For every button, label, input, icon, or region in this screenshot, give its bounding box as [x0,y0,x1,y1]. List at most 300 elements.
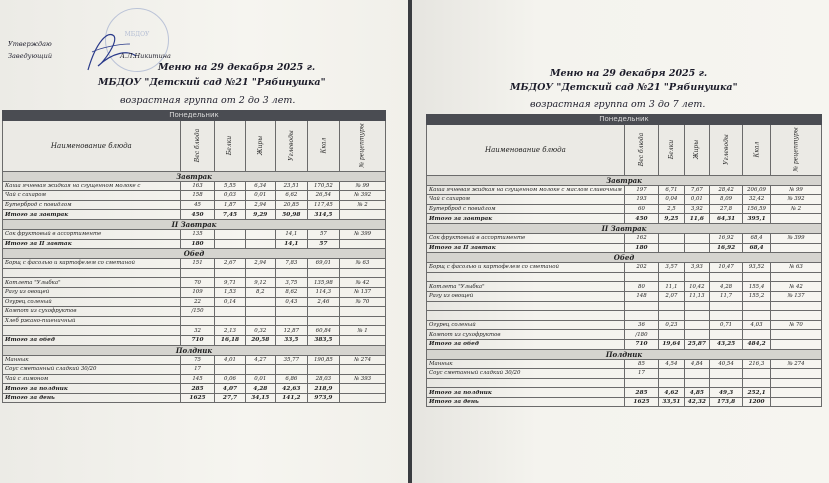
fat-cell [245,229,275,239]
fat-cell: 4,27 [245,355,275,365]
menu-title: Меню на 29 декабря 2025 г. [550,68,708,79]
weight-cell: 710 [624,339,658,349]
weight-cell: 197 [624,185,658,195]
recipe-cell: № 63 [770,263,821,273]
fat-cell: 0,01 [245,191,275,201]
weight-cell: 180 [180,239,215,249]
age-group: возрастная группа от 2 до 3 лет. [120,95,296,106]
recipe-cell: № 2 [340,200,386,210]
weight-cell: 1625 [180,393,215,403]
dish-row [3,316,386,326]
carbs-cell: 28,42 [710,185,743,195]
recipe-cell [340,393,386,403]
kcal-cell: 68,4 [743,243,771,253]
weight-cell: 180 [624,243,658,253]
dish-row [427,320,822,330]
weight-cell: 285 [624,388,658,398]
fat-cell: 11,6 [684,214,709,224]
day-name: Понедельник [3,111,386,121]
weight-cell: 285 [180,384,215,394]
kcal-cell: 216,3 [743,359,771,369]
protein-cell: 19,64 [659,339,684,349]
protein-cell: 4,01 [215,355,245,365]
dish-name: Компот из сухофруктов [3,307,181,317]
dish-row [427,378,822,388]
menu-table [426,114,822,407]
kcal-cell: 190,85 [307,355,339,365]
dish-row [427,263,822,273]
dish-name: Каша ячневая жидкая на сгущенном молоке с [3,181,181,191]
dish-row [3,181,386,191]
fat-cell: 9,12 [245,278,275,288]
empty-cell [710,311,743,321]
protein-cell: 3,57 [659,263,684,273]
empty-cell [743,272,771,282]
weight-cell: 45 [180,200,215,210]
dish-row [3,374,386,384]
recipe-cell [340,307,386,317]
fat-cell [684,330,709,340]
fat-cell [245,307,275,317]
empty-cell [3,268,181,278]
dish-name: Котлета "Улыбка" [427,282,625,292]
weight-cell: 145 [180,374,215,384]
empty-cell [624,311,658,321]
protein-cell: 0,04 [659,195,684,205]
empty-cell [275,268,307,278]
carbs-cell [710,330,743,340]
dish-name: Итого за день [427,397,625,407]
protein-cell [215,229,245,239]
dish-row [3,268,386,278]
right-menu-page [412,0,829,483]
protein-cell: 4,07 [215,384,245,394]
protein-cell: 16,18 [215,335,245,345]
kcal-cell: 156,59 [743,204,771,214]
protein-cell: 1,53 [215,287,245,297]
fat-cell: 0,32 [245,326,275,336]
recipe-cell [340,239,386,249]
recipe-cell: № 274 [340,355,386,365]
weight-cell: /150 [180,307,215,317]
empty-cell [710,378,743,388]
carbs-cell: 35,77 [275,355,307,365]
dish-name [3,326,181,336]
recipe-cell: № 399 [340,229,386,239]
carbs-cell: 23,51 [275,181,307,191]
section-title: Обед [3,249,386,259]
carbs-cell: 43,25 [710,339,743,349]
protein-cell: 9,71 [215,278,245,288]
empty-cell [659,311,684,321]
recipe-cell: № 42 [340,278,386,288]
dish-row [427,195,822,205]
kcal-cell: 135,98 [307,278,339,288]
dish-row [3,191,386,201]
dish-row [427,369,822,379]
dish-name: Котлета "Улыбка" [3,278,181,288]
carbs-cell: 7,83 [275,259,307,269]
fat-cell: 7,67 [684,185,709,195]
kcal-header [743,124,771,175]
recipe-cell [770,330,821,340]
weight-cell: 450 [180,210,215,220]
fat-cell [684,369,709,379]
protein-cell: 0,14 [215,297,245,307]
dish-name: Сок фруктовый в ассортименте [427,233,625,243]
fat-cell [684,320,709,330]
carbs-cell: 3,75 [275,278,307,288]
empty-cell [307,268,339,278]
kcal-cell: 93,52 [743,263,771,273]
carbs-cell: 42,63 [275,384,307,394]
weight-cell: 163 [180,181,215,191]
day-bar [427,115,822,125]
recipe-header [770,124,821,175]
section-row [427,175,822,185]
dish-name: Бутерброд с повидлом [427,204,625,214]
header-row [427,124,822,175]
protein-cell [659,330,684,340]
kcal-cell: 395,1 [743,214,771,224]
fat-cell: 10,42 [684,282,709,292]
dish-row [427,330,822,340]
fat-header-text: Жиры [256,135,264,156]
weight-cell: 450 [624,214,658,224]
carbs-cell: 173,8 [710,397,743,407]
empty-cell [427,301,625,311]
recipe-cell: № 63 [340,259,386,269]
empty-cell [770,272,821,282]
kcal-cell: 68,4 [743,233,771,243]
weight-cell: 162 [624,233,658,243]
recipe-cell [770,388,821,398]
dish-row [427,233,822,243]
left-menu-page [0,0,410,483]
weight-cell: 710 [180,335,215,345]
dish-name: Соус сметанный сладкий 30/20 [3,365,181,375]
section-title: II Завтрак [3,219,386,229]
weight-cell: 148 [624,291,658,301]
fat-cell: 4,85 [684,388,709,398]
weight-cell: 158 [180,191,215,201]
fat-cell [245,365,275,375]
total-row [427,214,822,224]
protein-header-text: Белки [667,139,675,160]
recipe-cell: № 137 [340,287,386,297]
protein-header [659,124,684,175]
approval-line-1: Утверждаю [8,40,52,48]
empty-cell [427,272,625,282]
kcal-cell: 69,01 [307,259,339,269]
carbs-cell [710,369,743,379]
section-title: Завтрак [3,171,386,181]
recipe-cell [770,243,821,253]
dish-row [427,282,822,292]
recipe-cell: № 393 [340,374,386,384]
weight-cell: 60 [624,204,658,214]
dish-row [3,287,386,297]
weight-header [624,124,658,175]
kcal-cell: 206,09 [743,185,771,195]
weight-cell: 75 [180,355,215,365]
weight-cell: 85 [624,359,658,369]
recipe-header [340,120,386,171]
carbs-cell: 0,43 [275,297,307,307]
carbs-cell [275,316,307,326]
protein-cell [659,243,684,253]
fat-header [684,124,709,175]
fat-header-text: Жиры [693,139,701,160]
carbs-cell: 50,98 [275,210,307,220]
dish-row [427,204,822,214]
carbs-header-text: Углеводы [722,134,730,165]
dish-row [427,311,822,321]
recipe-cell: № 392 [770,195,821,205]
protein-cell: 4,54 [659,359,684,369]
fat-header [245,120,275,171]
kcal-cell: 4,03 [743,320,771,330]
section-row [3,171,386,181]
fat-cell: 42,32 [684,397,709,407]
dish-name: Рагу из овощей [3,287,181,297]
recipe-cell [340,335,386,345]
recipe-cell [340,210,386,220]
empty-cell [770,301,821,311]
protein-cell: 6,71 [659,185,684,195]
empty-cell [659,301,684,311]
protein-cell: 4,62 [659,388,684,398]
dish-name: Итого за день [3,393,181,403]
dish-name: Огурец соленый [427,320,625,330]
fat-cell: 3,93 [684,263,709,273]
empty-cell [684,378,709,388]
section-title: Полдник [427,349,822,359]
protein-cell: 1,87 [215,200,245,210]
weight-cell: 22 [180,297,215,307]
kcal-cell: 383,5 [307,335,339,345]
empty-cell [427,311,625,321]
kcal-cell: 170,52 [307,181,339,191]
protein-cell: 33,51 [659,397,684,407]
dish-row [427,301,822,311]
weight-cell: 151 [180,259,215,269]
carbs-cell: 16,92 [710,243,743,253]
dish-name: Итого за обед [427,339,625,349]
protein-header [215,120,245,171]
total-row [3,335,386,345]
kcal-cell: 26,54 [307,191,339,201]
recipe-cell: № 99 [770,185,821,195]
dish-row [3,307,386,317]
dish-row [427,359,822,369]
fat-cell: 20,58 [245,335,275,345]
dish-name: Итого за II завтак [427,243,625,253]
kcal-cell: 218,9 [307,384,339,394]
empty-cell [624,301,658,311]
carbs-cell: 6,86 [275,374,307,384]
dish-row [427,272,822,282]
fat-cell: 4,84 [684,359,709,369]
carbs-cell: 0,71 [710,320,743,330]
recipe-cell [340,316,386,326]
dish-row [3,229,386,239]
dish-row [3,297,386,307]
name-header: Наименование блюда [427,124,625,175]
weight-cell: /180 [624,330,658,340]
recipe-cell [770,397,821,407]
protein-cell: 7,45 [215,210,245,220]
kcal-cell [743,330,771,340]
dish-name: Каша ячневая жидкая на сгущенном молоке с маслом сливочным [427,185,625,195]
carbs-cell: 33,5 [275,335,307,345]
recipe-cell: № 1 [340,326,386,336]
dish-name: Компот из сухофруктов [427,330,625,340]
kcal-header-text: Ккал [319,137,327,154]
weight-header [180,120,215,171]
day-bar [3,111,386,121]
recipe-cell: № 2 [770,204,821,214]
kcal-header-text: Ккал [753,141,761,158]
menu-title: Меню на 29 декабря 2025 г. [158,62,316,73]
protein-cell: 0,06 [215,374,245,384]
dish-name: Маннык [427,359,625,369]
total-row [3,384,386,394]
dish-row [427,291,822,301]
fat-cell: 8,2 [245,287,275,297]
empty-cell [180,268,215,278]
kcal-cell: 252,1 [743,388,771,398]
dish-name: Соус сметанный сладкий 30/20 [427,369,625,379]
protein-cell: 5,55 [215,181,245,191]
age-group: возрастная группа от 3 до 7 лет. [530,99,706,110]
weight-cell: 1625 [624,397,658,407]
dish-name: Маннык [3,355,181,365]
fat-cell [245,297,275,307]
dish-row [3,278,386,288]
protein-cell: 2,5 [659,204,684,214]
carbs-cell: 8,09 [710,195,743,205]
carbs-cell: 10,47 [710,263,743,273]
carbs-cell: 16,92 [710,233,743,243]
kcal-cell [307,307,339,317]
protein-cell [215,365,245,375]
recipe-header-text: № рецептуры [792,127,800,172]
dish-name: Чай с лимоном [3,374,181,384]
empty-cell [659,378,684,388]
section-title: Обед [427,253,822,263]
weight-cell: 36 [624,320,658,330]
weight-cell: 70 [180,278,215,288]
carbs-cell: 8,62 [275,287,307,297]
total-row [427,243,822,253]
dish-name: Чай с сахаром [427,195,625,205]
approval-line-2: Заведующий [8,52,53,60]
dish-row [3,259,386,269]
weight-cell: 17 [624,369,658,379]
carbs-cell: 20,85 [275,200,307,210]
carbs-cell: 6,62 [275,191,307,201]
dish-row [427,185,822,195]
empty-cell [684,301,709,311]
section-title: Полдник [3,345,386,355]
weight-cell: 32 [180,326,215,336]
empty-cell [659,272,684,282]
dish-name: Рагу из овощей [427,291,625,301]
protein-cell [659,369,684,379]
empty-cell [684,311,709,321]
fat-cell: 9,29 [245,210,275,220]
protein-cell: 27,7 [215,393,245,403]
dish-name: Итого за II завтак [3,239,181,249]
fat-cell: 25,87 [684,339,709,349]
weight-cell: 135 [180,229,215,239]
protein-cell: 2,13 [215,326,245,336]
org-name: МБДОУ "Детский сад №21 "Рябинушка" [98,77,326,88]
carbs-header [710,124,743,175]
weight-header-text: Вес блюда [637,132,645,167]
recipe-cell [340,384,386,394]
fat-cell: 0,01 [684,195,709,205]
empty-cell [743,311,771,321]
kcal-cell: 57 [307,229,339,239]
section-row [427,223,822,233]
kcal-cell: 114,3 [307,287,339,297]
empty-cell [624,378,658,388]
carbs-cell: 141,2 [275,393,307,403]
weight-cell: 17 [180,365,215,375]
kcal-cell: 32,42 [743,195,771,205]
empty-cell [770,311,821,321]
fat-cell: 2,94 [245,200,275,210]
protein-cell: 2,67 [215,259,245,269]
menu-table [2,110,386,403]
protein-cell: 0,23 [659,320,684,330]
carbs-cell: 14,1 [275,229,307,239]
weight-cell: 202 [624,263,658,273]
dish-name: Хлеб ржано-пшеничный [3,316,181,326]
protein-cell: 0,03 [215,191,245,201]
recipe-header-text: № рецептуры [359,123,367,168]
section-row [427,349,822,359]
name-header: Наименование блюда [3,120,181,171]
section-row [3,249,386,259]
kcal-cell [743,369,771,379]
dish-name: Огурец соленый [3,297,181,307]
section-title: II Завтрак [427,223,822,233]
recipe-cell: № 99 [340,181,386,191]
stamp-text: МБДОУ [124,31,150,38]
recipe-cell [770,214,821,224]
fat-cell [684,243,709,253]
fat-cell [245,316,275,326]
fat-cell: 4,28 [245,384,275,394]
empty-cell [770,378,821,388]
protein-cell: 2,07 [659,291,684,301]
carbs-header-text: Углеводы [287,130,295,161]
empty-cell [340,268,386,278]
carbs-header [275,120,307,171]
total-row [3,210,386,220]
dish-name: Итого за завтрак [3,210,181,220]
dish-row [3,355,386,365]
fat-cell: 3,92 [684,204,709,214]
empty-cell [215,268,245,278]
empty-cell [684,272,709,282]
protein-cell [659,233,684,243]
empty-cell [245,268,275,278]
weight-cell: 193 [624,195,658,205]
